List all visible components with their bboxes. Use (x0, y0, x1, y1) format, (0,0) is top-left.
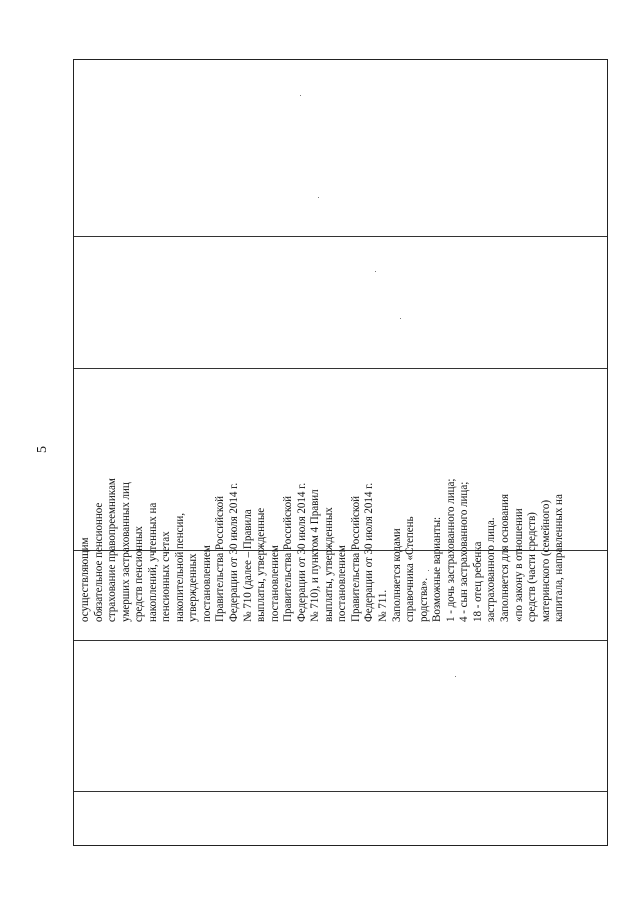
description-line: «по закону в отношении (512, 508, 525, 622)
scan-speck (428, 570, 429, 571)
description-line: Правительства Российской (349, 495, 362, 622)
description-line: Федерации от 30 июля 2014 г. (363, 482, 376, 622)
description-line: Правительства Российской (214, 495, 227, 622)
description-line: 4 - сын застрахованного лица; (458, 481, 471, 622)
description-line: № 710 (далее – Правила (241, 509, 254, 622)
scan-speck (455, 676, 456, 677)
scan-speck (400, 318, 401, 319)
table-column-divider (74, 640, 607, 641)
description-line: пенсионных счетах (160, 531, 173, 622)
page-number: 5 (35, 446, 50, 453)
description-line: средств (части средств) (526, 512, 539, 622)
description-line: накопительной пенсии, (173, 513, 186, 622)
description-line: Федерации от 30 июля 2014 г. (295, 482, 308, 622)
description-line: 18 - отец ребенка (471, 541, 484, 622)
table-column-divider (74, 791, 607, 792)
description-line: осуществляющим (79, 537, 91, 622)
description-line: утвержденных (187, 553, 200, 622)
description-line: Заполняется для основания (498, 494, 511, 622)
description-line: постановлением (336, 545, 349, 622)
description-line: 1 - дочь застрахованного лица; (444, 478, 457, 622)
description-line: выплаты, утвержденные (255, 507, 268, 622)
description-line: родства». (417, 577, 430, 622)
scan-speck (318, 197, 319, 198)
description-line: Федерации от 30 июля 2014 г. (228, 482, 241, 622)
description-line: № 711. (377, 589, 390, 622)
description-line: обязательное пенсионное (92, 502, 105, 622)
description-line: постановлением (268, 545, 281, 622)
description-line: накоплений, учтенных на (146, 502, 159, 622)
description-line: справочника «Степень (404, 516, 417, 622)
description-line: выплаты, утвержденных (322, 507, 335, 622)
description-line: средств пенсионных (133, 526, 146, 622)
description-line: Заполняется кодами (390, 528, 403, 622)
description-line: Возможные варианты: (431, 516, 444, 622)
description-line: Правительства Российской (282, 495, 295, 622)
description-line: умерших застрахованных лиц (119, 482, 132, 622)
description-line: постановлением (200, 545, 213, 622)
description-line: страхование правопреемникам (106, 478, 119, 622)
scan-speck (300, 95, 301, 96)
scan-speck (375, 271, 376, 272)
description-line: застрахованного лица. (485, 517, 498, 622)
description-line: материнского (семейного) (539, 499, 552, 622)
description-line: № 710), и пунктом 4 Правил (309, 489, 322, 622)
description-line: капитала, направленных на (553, 494, 566, 622)
description-cell (79, 86, 567, 622)
